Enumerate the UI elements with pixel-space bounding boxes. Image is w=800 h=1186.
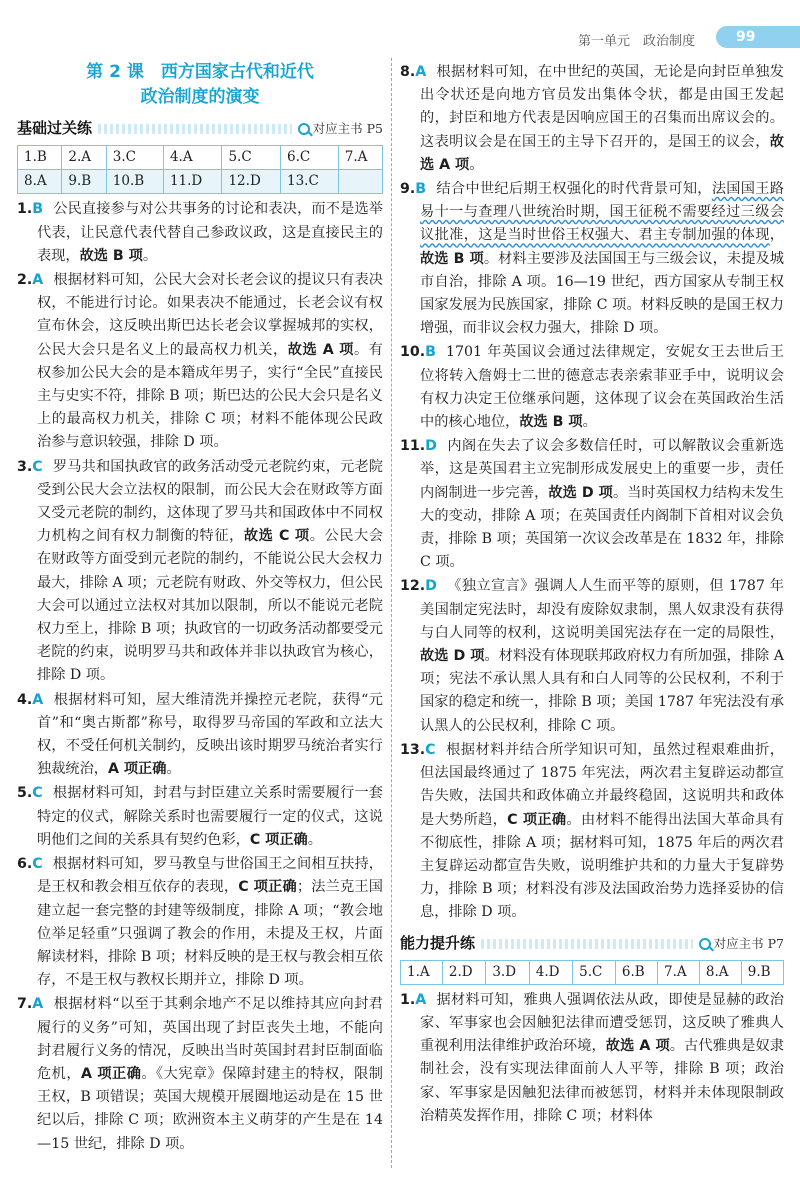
magnifier-icon — [298, 123, 310, 135]
answer-cell: 11.D — [163, 170, 222, 194]
answer-cell: 8.A — [699, 960, 741, 984]
answer-cell: 9.B — [62, 170, 106, 194]
answer-cell: 6.B — [615, 960, 657, 984]
magnifier-icon — [699, 938, 711, 950]
answer-cell: 1.A — [401, 960, 443, 984]
basic-book-ref-text: 对应主书 P5 — [312, 121, 383, 137]
page-header — [0, 0, 800, 49]
explanation-item-5: 5.C 根据材料可知，封君与封臣建立关系时需要履行一套特定的仪式，解除关系时也需要履行一定的仪式，这说明他们之间的关系具有契约色彩，C 项正确。 — [17, 785, 383, 848]
answer-cell: 3.C — [106, 146, 163, 170]
explanation-item-1: 1.B 公民直接参与对公共事务的讨论和表决，而不是选举代表，让民意代表代替自己参政议政，这是直接民主的表现，故选 B 项。 — [17, 201, 383, 264]
answer-cell: 13.C — [280, 170, 338, 194]
advanced-answer-table — [400, 960, 784, 985]
answer-cell: 2.A — [62, 146, 106, 170]
answer-cell — [338, 170, 382, 194]
answer-cell: 7.A — [338, 146, 382, 170]
explanation-item-13: 13.C 根据材料并结合所学知识可知，虽然过程艰难曲折，但法国最终通过了 1875 年宪法，两次君主复辟运动都宣告失败，法国共和政体确立并最终稳固，这说明共和政体是大势所趋，C 项正确。由材料不能得出法国大革命具有不彻底性，排除 A 项；据材料可知，1875 年后的两次君主复辟运动都宣告失败，说明维护共和的力量大于复辟势力，排除 B 项；材料没有涉及法国政治势力选择妥协的信息，排除 D 项。 — [400, 741, 784, 921]
basic-section-header — [17, 116, 383, 142]
answer-row — [18, 170, 383, 194]
answer-cell: 5.C — [222, 146, 281, 170]
answer-cell: 2.D — [442, 960, 485, 984]
explanation-item-10: 10.B 1701 年英国议会通过法律规定，安妮女王去世后王位将转入詹姆士二世的德意志表亲索菲亚手中，说明议会有权力决定王位继承问题，这体现了议会在英国政治生活中的核心地位，故选 B 项。 — [400, 344, 784, 431]
explanation-item-3: 3.C 罗马共和国执政官的政务活动受元老院约束，元老院受到公民大会立法权的限制，而公民大会在财政等方面又受元老院的制约，这体现了罗马共和国政体中不同权力机构之间有权力制衡的特征，故选 C 项。公民大会在财政等方面受到元老院的制约，不能说公民大会权力最大，排除 A 项；元老院有财政、外交等权力，但公民大会可以通过立法权对其加以限制，所以不能说元老院权力至上，排除 B 项；执政官的一切政务活动都要受元老院的约束，说明罗马共和政体并非以执政官为核心，排除 D 项。 — [17, 458, 383, 684]
right-column — [400, 60, 784, 1128]
page-number-badge — [716, 26, 800, 48]
explanation-item-2: 2.A 根据材料可知，公民大会对长老会议的提议只有表决权，不能进行讨论。如果表决不能通过，长老会议有权宣布休会，这反映出斯巴达长老会议掌握城邦的实权，公民大会只是名义上的最高权力机关，故选 A 项。有权参加公民大会的是本籍成年男子，实行“全民”直接民主与史实不符，排除 B 项；斯巴达的公民大会只是名义上的最高权力机关，排除 C 项；材料不能体现公民政治参与意识较强，排除 D 项。 — [17, 272, 383, 451]
explanation-item-8: 8.A 根据材料可知，在中世纪的英国，无论是向封臣单独发出令状还是向地方官员发出集体令状，都是由国王发起的，封臣和地方代表是因响应国王的召集而出席议会的。这表明议会是在国王的主导下召开的，是国王的议会，故选 A 项。 — [400, 64, 784, 173]
advanced-section-header — [400, 931, 784, 957]
answer-row — [401, 960, 784, 984]
basic-section-title: 基础过关练 — [17, 117, 92, 140]
explanation-item-12: 12.D 《独立宣言》强调人人生而平等的原则，但 1787 年美国制定宪法时，却没有废除奴隶制，黑人奴隶没有获得与白人同等的权利，这说明美国宪法存在一定的局限性，故选 D 项。材料没有体现联邦政府权力有所加强，排除 A 项；宪法不承认黑人具有和白人同等的公民权利，不利于国家的稳定和统一，排除 B 项；美国 1787 年宪法没有承认黑人的公民权利，排除 C 项。 — [400, 578, 784, 734]
section-rule — [481, 939, 693, 949]
explanation-item-7: 7.A 根据材料“以至于其剩余地产不足以维持其应向封君履行的义务”可知，英国出现了封臣丧失土地，不能向封君履行义务的情况，反映出当时英国封君封臣制面临危机，A 项正确。《大宪章》保障封建主的特权，限制王权，B 项错误；英国大规模开展圈地运动是在 15 世纪以后，排除 C 项；欧洲资本主义萌芽的产生是在 14—15 世纪，排除 D 项。 — [17, 996, 383, 1152]
wavy-underlined-text: 法国国王路易十一与查理八世统治时期，国王征税不需要经过三级会议批准，这是当时世俗王权强大、君主专制加强的体现 — [420, 181, 784, 244]
answer-cell: 5.C — [573, 960, 616, 984]
answer-cell: 6.C — [280, 146, 338, 170]
explanation-item-4: 4.A 根据材料可知，屋大维清洗并操控元老院，获得“元首”和“奥古斯都”称号，取得罗马帝国的军政和立法大权，不受任何机关制约，反映出该时期罗马统治者实行独裁统治，A 项正确。 — [17, 691, 383, 778]
lesson-title-line1: 第 2 课 西方国家古代和近代 — [86, 62, 314, 82]
basic-book-ref[interactable] — [298, 117, 383, 140]
advanced-explanation-item-1: 1.A 据材料可知，雅典人强调依法从政，即使是显赫的政治家、军事家也会因触犯法律而遭受惩罚，这反映了雅典人重视利用法律维护政治环境，故选 A 项。古代雅典是奴隶制社会，没有实现法律面前人人平等，排除 B 项；政治家、军事家是因触犯法律而被惩罚，材料并未体现限制政治精英发挥作用，排除 C 项；材料体 — [400, 991, 784, 1124]
explanation-item-6: 6.C 根据材料可知，罗马教皇与世俗国王之间相互扶持，是王权和教会相互依存的表现，C 项正确；法兰克王国建立起一套完整的封建等级制度，排除 A 项；“教会地位举足轻重”只强调了教会的作用，未提及王权，片面解读材料，排除 B 项；材料反映的是王权与教会相互依存，不是王权与教权长期并立，排除 D 项。 — [17, 856, 383, 989]
column-divider — [391, 58, 392, 1168]
advanced-book-ref[interactable] — [699, 932, 784, 955]
lesson-title — [17, 60, 383, 110]
section-rule — [98, 124, 292, 134]
basic-answer-table — [17, 145, 383, 194]
explanation-item-9: 9.B 结合中世纪后期王权强化的时代背景可知，法国国王路易十一与查理八世统治时期，国王征税不需要经过三级会议批准，这是当时世俗王权强大、君主专制加强的体现，故选 B 项。材料主要涉及法国国王与三级会议，未提及城市自治，排除 A 项。16—19 世纪，西方国家从专制王权国家发展为民族国家，排除 C 项。材料反映的是国王权力增强，而非议会权力强大，排除 D 项。 — [400, 181, 784, 337]
answer-cell: 8.A — [18, 170, 62, 194]
answer-cell: 7.A — [658, 960, 700, 984]
answer-row — [18, 146, 383, 170]
answer-cell: 12.D — [222, 170, 281, 194]
answer-cell: 9.B — [741, 960, 783, 984]
answer-cell: 10.B — [106, 170, 163, 194]
explanation-item-11: 11.D 内阁在失去了议会多数信任时，可以解散议会重新选举，这是英国君主立宪制形成发展史上的重要一步，责任内阁制进一步完善，故选 D 项。当时英国权力结构未发生大的变动，排除 A 项；在英国责任内阁制下首相对议会负责，排除 B 项；英国第一次议会改革是在 1832 年，排除 C 项。 — [400, 438, 784, 571]
answer-cell: 3.D — [486, 960, 529, 984]
advanced-section-title: 能力提升练 — [400, 932, 475, 955]
lesson-title-line2: 政治制度的演变 — [140, 87, 260, 107]
answer-cell: 4.A — [163, 146, 222, 170]
left-column — [17, 60, 383, 1156]
page-number: 99 — [736, 29, 756, 45]
unit-label: 第一单元 政治制度 — [578, 34, 696, 49]
answer-cell: 1.B — [18, 146, 62, 170]
advanced-book-ref-text: 对应主书 P7 — [713, 935, 784, 951]
answer-cell: 4.D — [529, 960, 572, 984]
